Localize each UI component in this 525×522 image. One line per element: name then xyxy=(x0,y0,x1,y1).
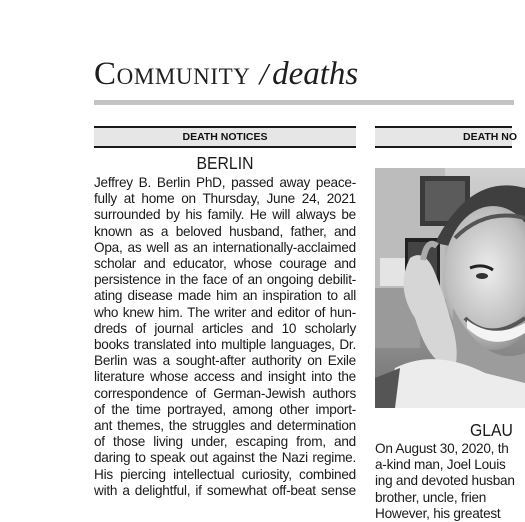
section-subtitle: deaths xyxy=(272,56,359,92)
obituary-line: of those living under, escaping from, and xyxy=(94,434,356,450)
obituary-line: fully at home on Thursday, June 24, 2021 xyxy=(94,191,356,207)
obituary-line: literature whose access and insight into the xyxy=(94,369,356,385)
obituary-line: known as a beloved husband, father, and xyxy=(94,223,356,239)
obituary-line: ating disease made him an inspiration to all xyxy=(94,288,356,304)
obituary-line: His piercing intellectual curiosity, combined xyxy=(94,466,356,482)
section-separator: / xyxy=(259,56,269,91)
obituary-line: brother, uncle, frien xyxy=(375,489,487,505)
portrait-image xyxy=(375,168,525,408)
death-notices-header-right: DEATH NO xyxy=(375,126,512,148)
obituary-name-right: GLAU xyxy=(470,420,513,440)
obituary-line: ant themes, the struggles and determination xyxy=(94,418,356,434)
obituary-line: persistence in the face of an ongoing debilit- xyxy=(94,272,356,288)
obituary-line: On August 30, 2020, th xyxy=(375,441,509,456)
obituary-line: ing and devoted husban xyxy=(375,473,515,489)
obituary-line: of the time portrayed, among other import- xyxy=(94,401,356,417)
obituary-line: Opa, as well as an internationally-acclaimed xyxy=(94,239,356,255)
obituary-body xyxy=(94,175,356,499)
obituary-name: BERLIN xyxy=(196,153,254,173)
death-notices-header-left: DEATH NOTICES xyxy=(94,126,356,148)
section-title: Community xyxy=(94,56,251,92)
obituary-line: scholar and educator, whose courage and xyxy=(94,256,356,272)
obituary-line: daring to speak out against the Nazi regime. xyxy=(94,450,356,466)
obituary-photo xyxy=(375,168,525,408)
obituary-glau xyxy=(375,441,515,522)
obituary-line: dreds of journal articles and 10 scholarly xyxy=(94,320,356,336)
masthead-rule xyxy=(94,100,514,105)
section-masthead xyxy=(94,58,358,91)
obituary-line: correspondence of German-Jewish authors xyxy=(94,385,356,401)
obituary-berlin xyxy=(94,150,356,499)
obituary-line: a-kind man, Joel Louis xyxy=(375,457,506,473)
obituary-line: Jeffrey B. Berlin PhD, passed away peace- xyxy=(94,175,356,190)
obituary-line: who knew him. The writer and editor of hun- xyxy=(94,304,356,320)
obituary-line: with a delightful, if somewhat off-beat sense xyxy=(94,482,356,498)
obituary-line: surrounded by his family. He will always be xyxy=(94,207,356,223)
obituary-line: However, his greatest xyxy=(375,505,501,521)
obituary-line: books translated into multiple languages, Dr. xyxy=(94,337,356,353)
obituary-line: Berlin was a sought-after authority on Exile xyxy=(94,353,356,369)
